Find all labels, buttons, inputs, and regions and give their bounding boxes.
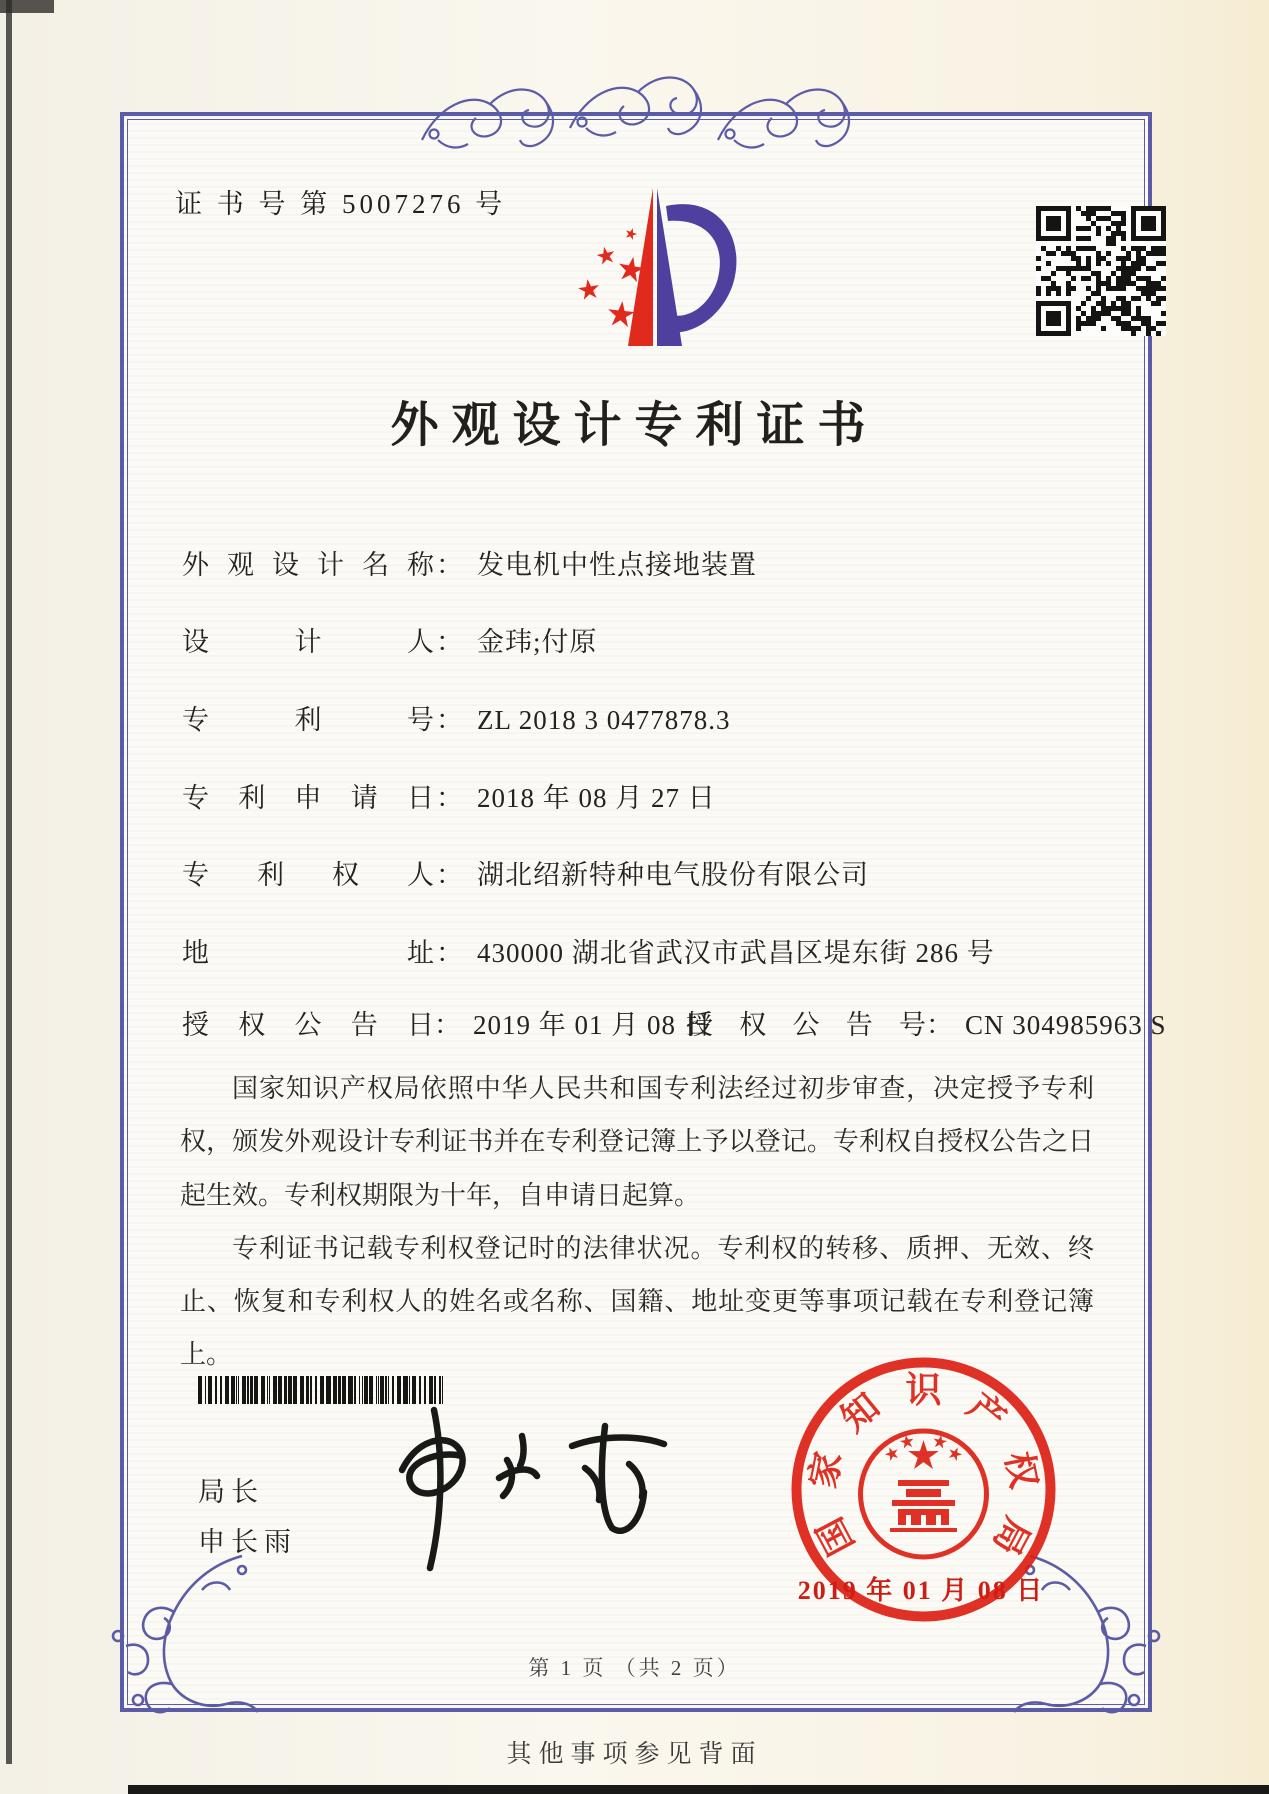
scan-edge-left — [6, 0, 12, 1764]
svg-text:产: 产 — [959, 1385, 1014, 1440]
svg-text:家: 家 — [802, 1448, 850, 1492]
scan-mark-top-left — [0, 0, 54, 13]
field-label: 外观设计名称 — [182, 550, 434, 580]
field-address: 地址： 430000 湖北省武汉市武昌区堤东街 286 号 — [182, 931, 995, 970]
seal-date: 2019 年 01 月 08 日 — [797, 1576, 1045, 1605]
field-label: 专利号 — [182, 705, 434, 735]
certificate-title: 外观设计专利证书 — [390, 399, 879, 452]
field-label: 授权公告号 — [686, 1010, 926, 1040]
field-label: 授权公告日 — [182, 1010, 434, 1040]
field-designer: 设计人： 金玮;付原 — [182, 620, 598, 659]
field-value: ZL 2018 3 0477878.3 — [477, 705, 731, 735]
certificate-number: 证 书 号 第 5007276 号 — [175, 189, 507, 219]
field-grant-date: 授权公告日： 2019 年 01 月 08 日 — [182, 1003, 712, 1042]
director-title-label: 局长 — [198, 1477, 264, 1507]
svg-text:识: 识 — [905, 1370, 942, 1410]
field-value: CN 304985963 S — [965, 1010, 1167, 1040]
svg-text:权: 权 — [997, 1448, 1045, 1492]
scan-edge-bottom — [128, 1785, 1269, 1794]
qr-code-icon — [1036, 206, 1166, 336]
field-value: 湖北绍新特种电气股份有限公司 — [477, 860, 869, 890]
svg-text:国: 国 — [809, 1510, 862, 1562]
field-filing-date: 专利申请日： 2018 年 08 月 27 日 — [182, 776, 716, 815]
page-number: 第 1 页 （共 2 页） — [528, 1656, 741, 1680]
svg-text:知: 知 — [833, 1385, 888, 1440]
field-value: 2018 年 08 月 27 日 — [477, 783, 716, 813]
field-value: 金玮;付原 — [477, 627, 598, 657]
svg-text:局: 局 — [985, 1510, 1038, 1562]
field-value: 发电机中性点接地装置 — [477, 550, 757, 580]
back-side-note: 其他事项参见背面 — [506, 1741, 763, 1768]
legal-paragraph-2: 专利证书记载专利权登记时的法律状况。专利权的转移、质押、无效、终止、恢复和专利权人的姓名或名称、国籍、地址变更等事项记载在专利登记簿上。 — [180, 1233, 1094, 1370]
legal-text-block — [180, 1062, 1094, 1382]
cnipa-logo-icon — [570, 184, 740, 350]
field-patent-number: 专利号： ZL 2018 3 0477878.3 — [182, 698, 730, 737]
field-label: 地址 — [182, 938, 434, 968]
director-name-label: 申长雨 — [198, 1527, 297, 1557]
handwritten-signature-icon — [372, 1398, 682, 1583]
field-design-name: 外观设计名称： 发电机中性点接地装置 — [182, 543, 757, 582]
field-label: 设计人 — [182, 627, 434, 657]
field-grant-number: 授权公告号： CN 304985963 S — [686, 1003, 1167, 1042]
field-value: 430000 湖北省武汉市武昌区堤东街 286 号 — [477, 938, 995, 968]
field-patentee: 专利权人： 湖北绍新特种电气股份有限公司 — [182, 853, 869, 892]
legal-paragraph-1: 国家知识产权局依照中华人民共和国专利法经过初步审查，决定授予专利权，颁发外观设计专利证书并在专利登记簿上予以登记。专利权自授权公告之日起生效。专利权期限为十年，自申请日起算。 — [180, 1074, 1094, 1210]
field-value: 2019 年 01 月 08 日 — [473, 1010, 712, 1040]
field-label: 专利权人 — [182, 860, 434, 890]
field-label: 专利申请日 — [182, 783, 434, 813]
